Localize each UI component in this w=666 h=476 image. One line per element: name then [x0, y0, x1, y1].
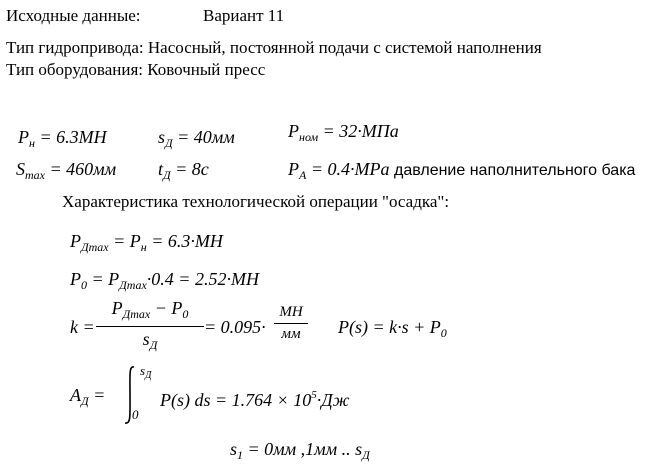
param-pnom: $P_{ном} = 32\cdot МПа$ [288, 121, 399, 144]
formula-s1: $s_1 = 0мм$ ,1мм .. $s_Д$ [230, 439, 370, 462]
operation-title: Характеристика технологической операции "осадка": [62, 192, 450, 211]
param-pn: $P_н = 6.3МН$ [18, 127, 107, 150]
formula-p0: $P_0 = P_{Дmax}\cdot 0.4 = 2.52\cdot MH$ [70, 269, 259, 292]
formula-k-lhs: k = [70, 317, 95, 337]
param-td: $t_Д = 8с$ [158, 159, 209, 182]
formula-ps: $P(s) = k\cdot s + P_0$ [338, 317, 447, 340]
formula-k-unit: MH мм [274, 304, 308, 343]
variant-label: Вариант 11 [203, 6, 285, 25]
equipment-type-line: Тип оборудования: Ковочный пресс [6, 60, 266, 79]
param-smax: $S_{max} = 460мм$ [16, 159, 117, 182]
param-pa: $P_A = 0.4\cdot MPa$ давление наполнительного бака [288, 159, 636, 182]
formula-ad-rhs: P(s) ds = $1.764 \times 10^5\cdot Дж$ [160, 389, 350, 410]
integral-lower-limit: 0 [132, 407, 139, 422]
formula-k-value: = 0.095· [204, 317, 266, 337]
param-sd: $s_Д = 40мм$ [158, 127, 235, 150]
formula-k-fraction: $P_{Дmax} - P_0$ $s_Д$ [96, 298, 204, 355]
source-data-label: Исходные данные: [6, 6, 141, 25]
integral-upper-limit: $s_Д$ [140, 363, 152, 381]
formula-pdmax: $P_{Дmax} = P_н = 6.3\cdot MH$ [70, 231, 223, 254]
drive-type-line: Тип гидропривода: Насосный, постоянной подачи с системой наполнения [6, 38, 542, 57]
formula-ad-lhs: $A_Д$ = [70, 385, 106, 408]
